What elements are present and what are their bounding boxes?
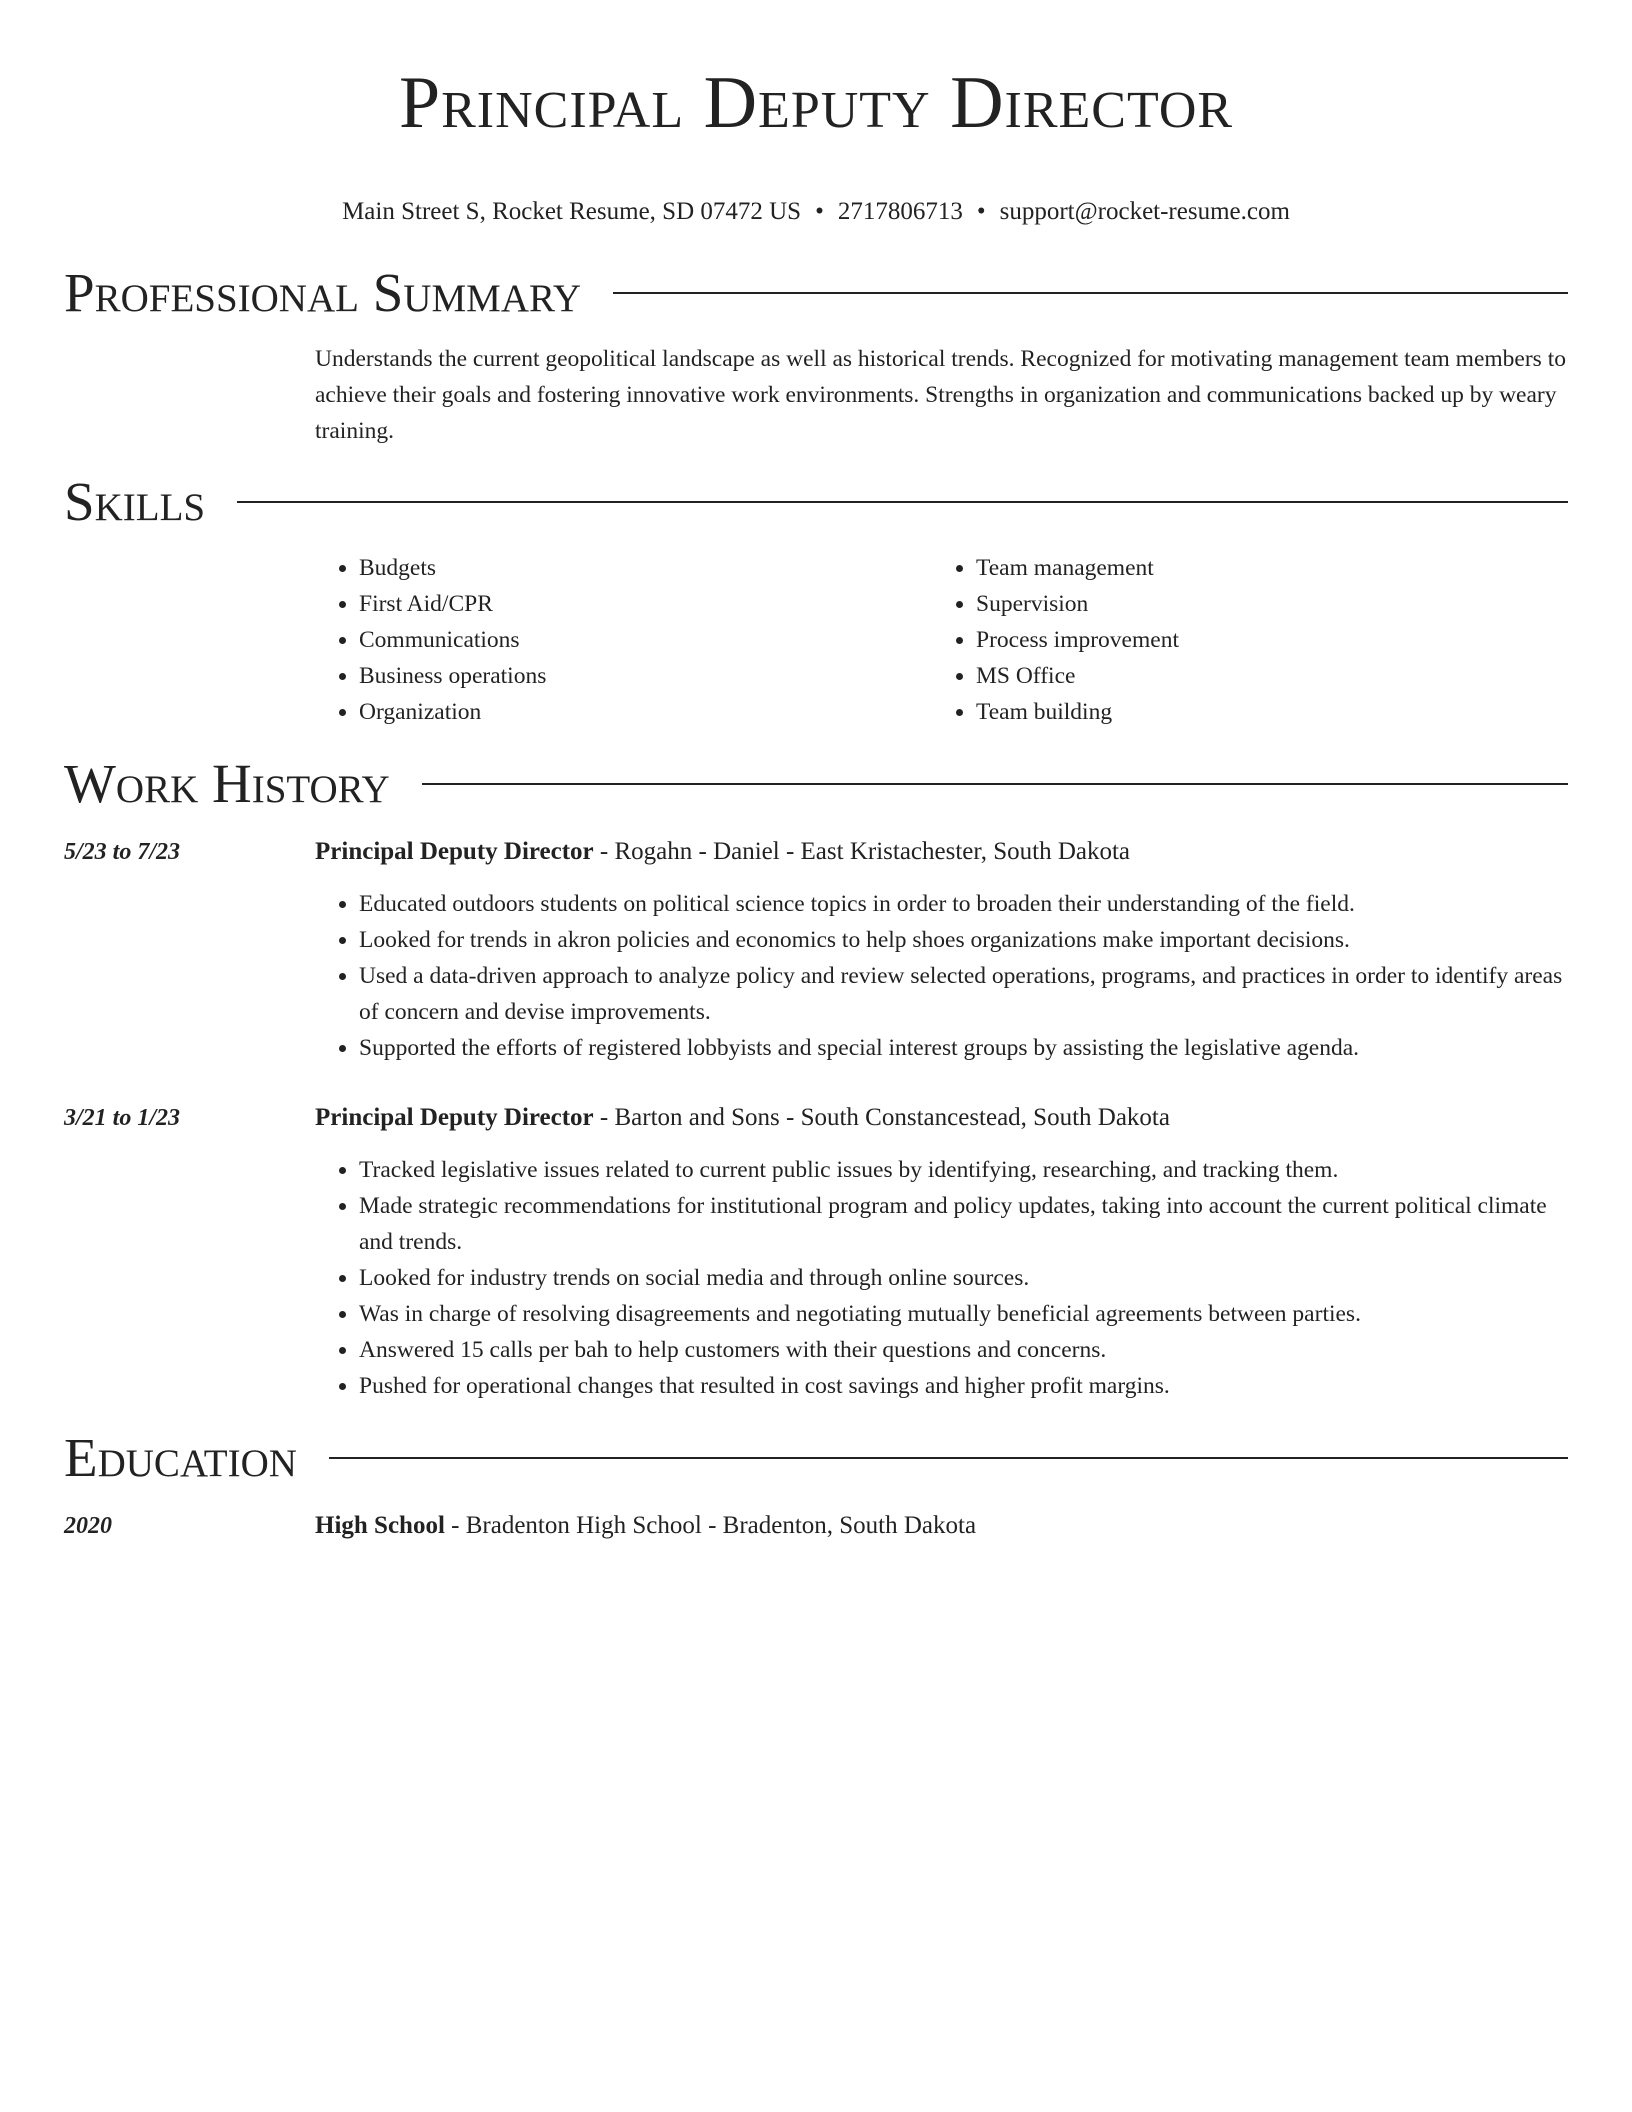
skills-column-left bbox=[315, 550, 932, 730]
skill-item: • MS Office bbox=[976, 658, 1549, 694]
job-bullet: • Educated outdoors students on political science topics in order to broaden their understanding of the field. bbox=[359, 886, 1568, 922]
skill-item: • Budgets bbox=[359, 550, 932, 586]
education-year: 2020 bbox=[64, 1512, 112, 1539]
job-bullet: • Tracked legislative issues related to current public issues by identifying, researching, and tracking them. bbox=[359, 1152, 1568, 1188]
skills-section-title: Skills bbox=[64, 470, 206, 532]
job-bullet: • Answered 15 calls per bah to help customers with their questions and concerns. bbox=[359, 1332, 1568, 1368]
job-dates: 5/23 to 7/23 bbox=[64, 838, 181, 865]
job-heading bbox=[315, 1100, 1568, 1136]
skill-item: • Organization bbox=[359, 694, 932, 730]
resume-page bbox=[64, 0, 1568, 1544]
skill-item: • Communications bbox=[359, 622, 932, 658]
contact-separator: • bbox=[976, 197, 986, 225]
skills-list bbox=[315, 550, 1568, 730]
job-bullet: • Made strategic recommendations for institutional program and policy updates, taking into account the current political climate and trends. bbox=[359, 1188, 1568, 1260]
job-entry bbox=[64, 1100, 1568, 1404]
job-body bbox=[315, 834, 1568, 1066]
contact-separator: • bbox=[815, 197, 824, 225]
skill-item: • Business operations bbox=[359, 658, 932, 694]
skill-item: • Process improvement bbox=[976, 622, 1549, 658]
job-bullet: • Supported the efforts of registered lobbyists and special interest groups by assisting the legislative agenda. bbox=[359, 1030, 1568, 1066]
education-section-header bbox=[64, 1426, 1568, 1490]
contact-line bbox=[64, 196, 1568, 228]
education-heading bbox=[315, 1508, 1568, 1544]
skills-section-header bbox=[64, 470, 1568, 534]
contact-phone: 2717806713 bbox=[837, 197, 963, 225]
job-bullet: • Looked for trends in akron policies and economics to help shoes organizations make important decisions. bbox=[359, 922, 1568, 958]
job-bullet: • Pushed for operational changes that resulted in cost savings and higher profit margins. bbox=[359, 1368, 1568, 1404]
section-divider bbox=[613, 292, 1568, 294]
education-entry bbox=[64, 1508, 1568, 1544]
work-section-header bbox=[64, 752, 1568, 816]
job-role: Principal Deputy Director bbox=[315, 837, 594, 865]
contact-email: support@rocket-resume.com bbox=[999, 197, 1290, 225]
job-dates: 3/21 to 1/23 bbox=[64, 1104, 181, 1131]
job-role: Principal Deputy Director bbox=[315, 1103, 594, 1131]
job-bullet: • Looked for industry trends on social media and through online sources. bbox=[359, 1260, 1568, 1296]
summary-section-title: Professional Summary bbox=[64, 261, 582, 323]
job-bullet-list bbox=[315, 1152, 1568, 1404]
skill-item: • Supervision bbox=[976, 586, 1549, 622]
education-degree: High School bbox=[315, 1511, 445, 1539]
section-divider bbox=[237, 501, 1568, 503]
resume-name: Principal Deputy Director bbox=[398, 62, 1234, 144]
job-bullet: • Was in charge of resolving disagreements and negotiating mutually beneficial agreements between parties. bbox=[359, 1296, 1568, 1332]
job-heading bbox=[315, 834, 1568, 870]
job-details: - Barton and Sons - South Constancestead, South Dakota bbox=[593, 1103, 1170, 1131]
job-body bbox=[315, 1100, 1568, 1404]
section-divider bbox=[422, 783, 1568, 785]
contact-address: Main Street S, Rocket Resume, SD 07472 US bbox=[342, 197, 802, 225]
skill-item: • First Aid/CPR bbox=[359, 586, 932, 622]
summary-text: Understands the current geopolitical landscape as well as historical trends. Recognized for motivating management team members to achieve their goals and fostering innovative work environments. Strengths in organization and communications backed up by weary training. bbox=[315, 345, 1566, 444]
skill-item: • Team building bbox=[976, 694, 1549, 730]
education-details: - Bradenton High School - Bradenton, South Dakota bbox=[444, 1511, 977, 1539]
summary-section-header bbox=[64, 261, 1568, 325]
job-bullet: • Used a data-driven approach to analyze policy and review selected operations, programs, and practices in order to identify areas of concern and devise improvements. bbox=[359, 958, 1568, 1030]
section-divider bbox=[329, 1457, 1568, 1459]
job-details: - Rogahn - Daniel - East Kristachester, South Dakota bbox=[593, 837, 1131, 865]
education-body bbox=[315, 1508, 1568, 1544]
skills-column-right bbox=[932, 550, 1549, 730]
education-section-title: Education bbox=[64, 1426, 297, 1488]
job-entry bbox=[64, 834, 1568, 1066]
job-bullet-list bbox=[315, 886, 1568, 1066]
work-section-title: Work History bbox=[64, 752, 390, 814]
skill-item: • Team management bbox=[976, 550, 1549, 586]
